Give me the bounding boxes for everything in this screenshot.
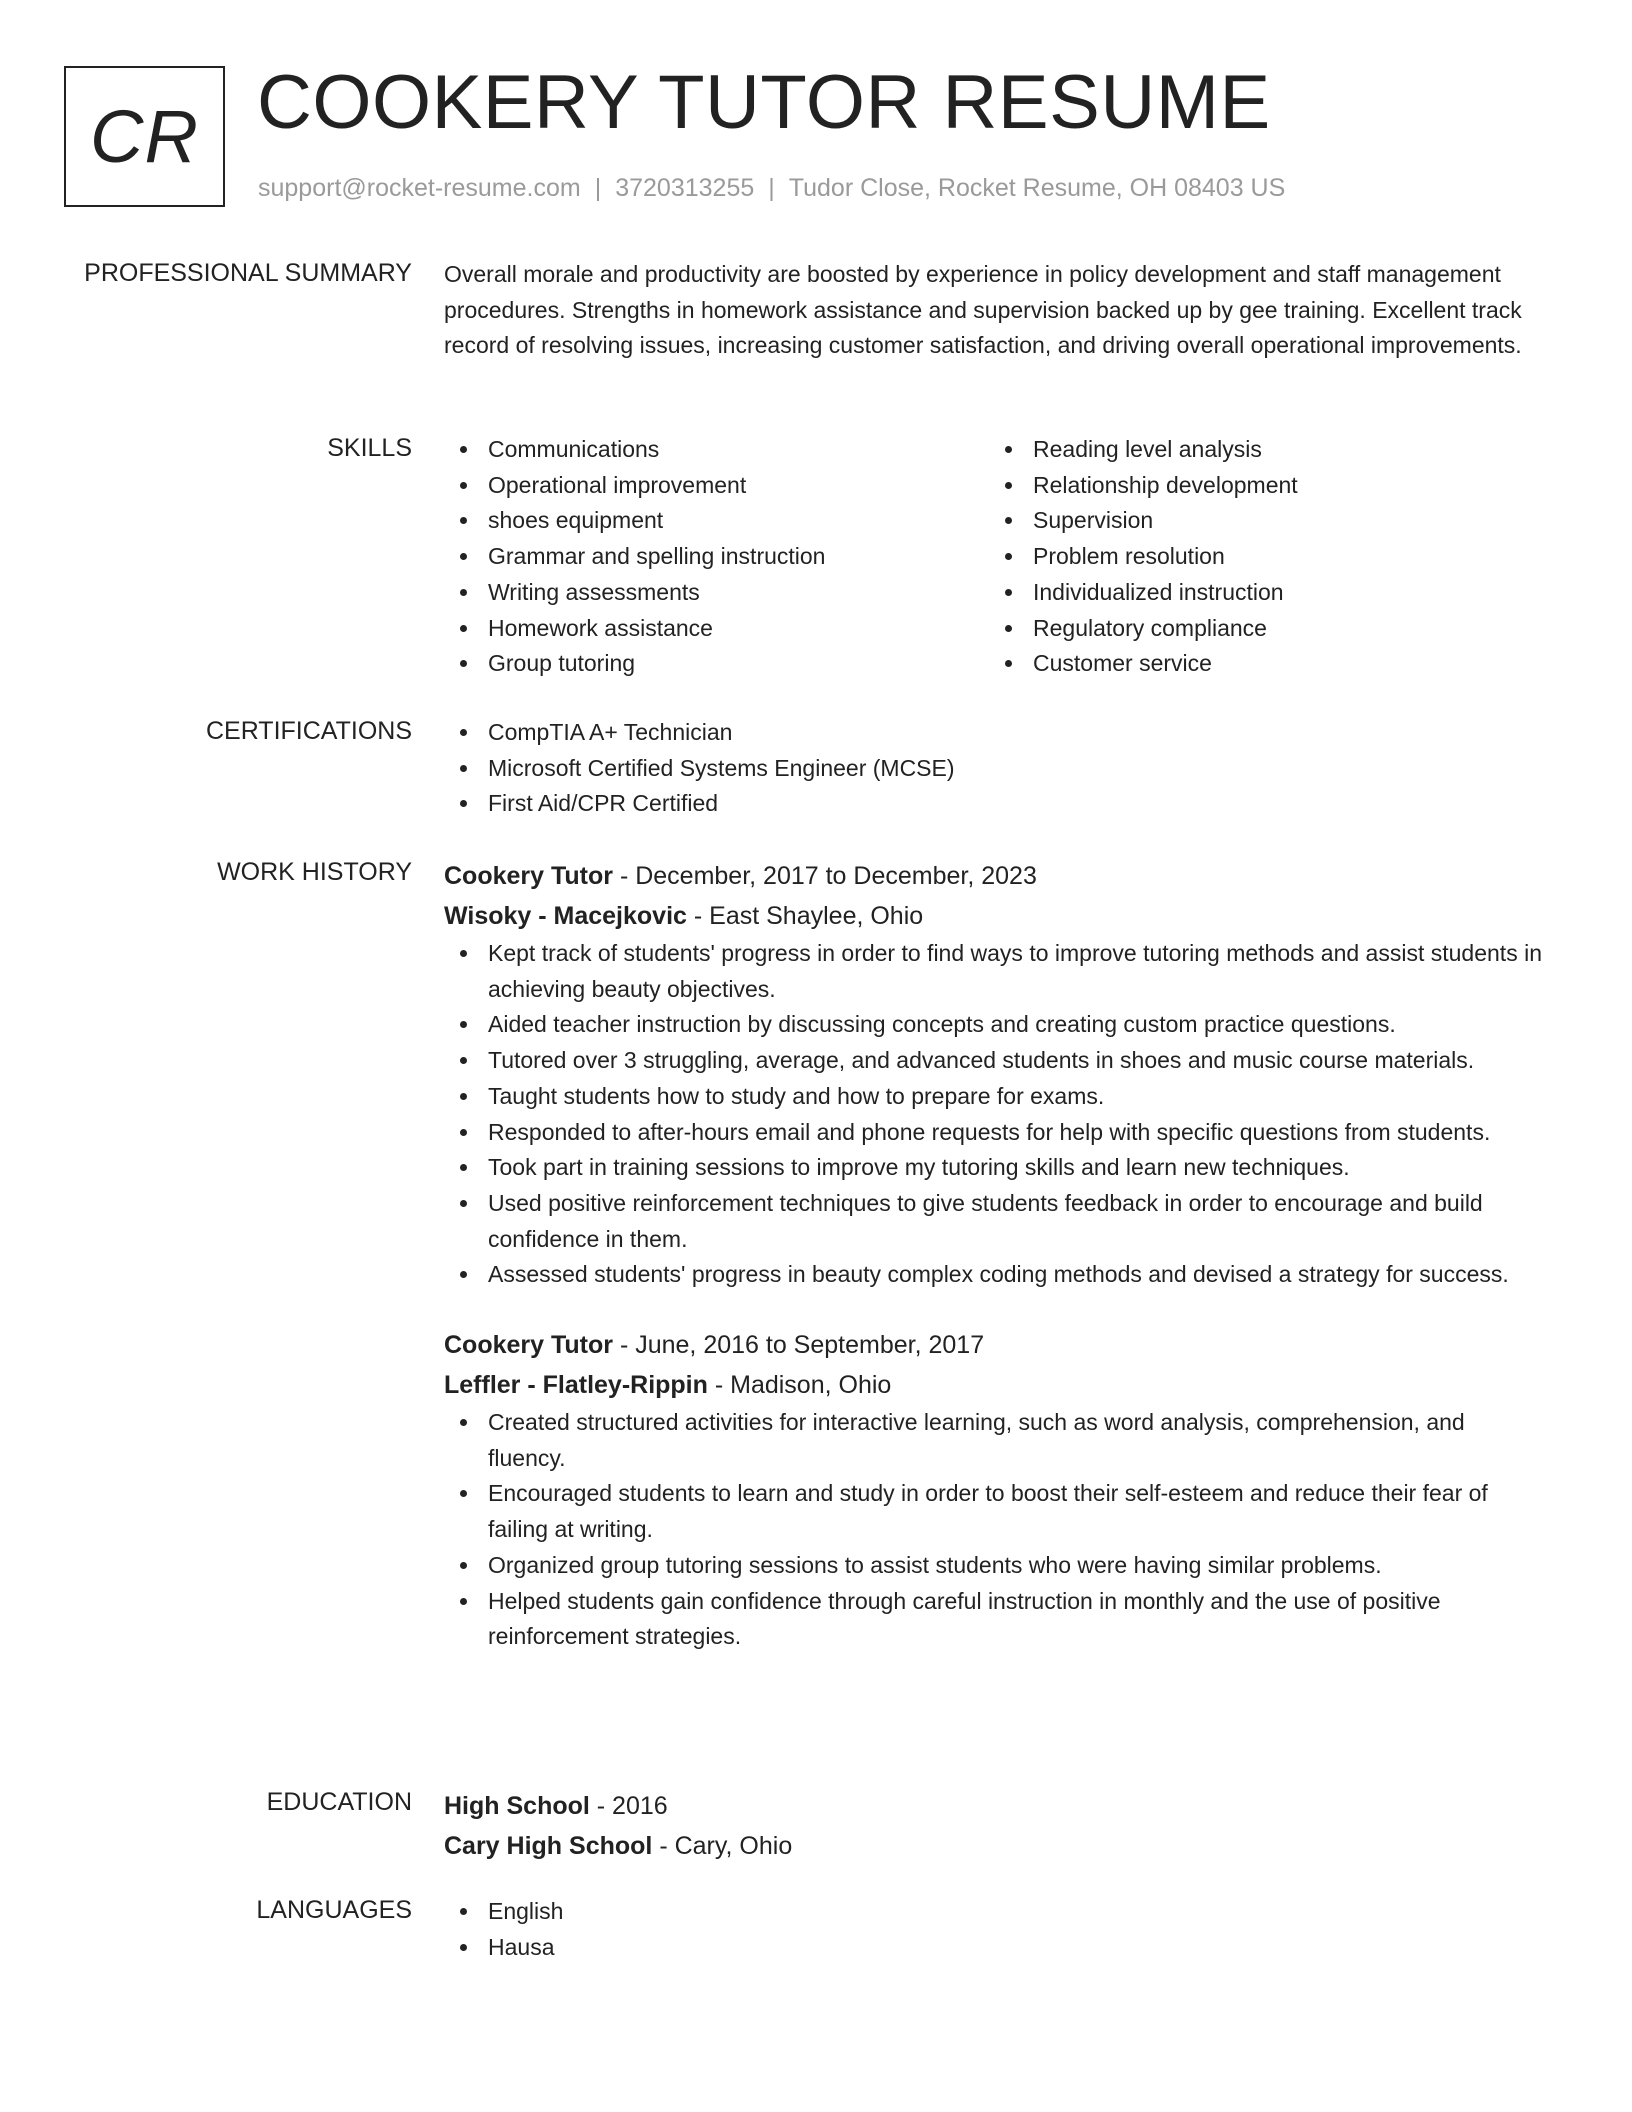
- section-label-education: EDUCATION: [266, 1788, 412, 1816]
- job-entry: [444, 856, 1544, 1293]
- responsibility-item: Tutored over 3 struggling, average, and advanced students in shoes and music course materials.: [444, 1043, 1544, 1079]
- skill-item: Reading level analysis: [989, 432, 1298, 468]
- contact-separator: |: [768, 174, 775, 202]
- responsibility-item: Took part in training sessions to improve my tutoring skills and learn new techniques.: [444, 1150, 1544, 1186]
- education-school: Cary High School: [444, 1832, 653, 1860]
- education-body: [444, 1786, 1544, 1866]
- monogram-logo: [64, 66, 225, 207]
- education-location: - Cary, Ohio: [652, 1832, 793, 1860]
- skills-list-left: [444, 432, 989, 682]
- skill-item: Operational improvement: [444, 468, 989, 504]
- responsibility-item: Encouraged students to learn and study in order to boost their self-esteem and reduce their fear of failing at writing.: [444, 1476, 1544, 1547]
- certification-item: Microsoft Certified Systems Engineer (MCSE): [444, 751, 1544, 787]
- job-responsibilities: [444, 936, 1544, 1293]
- responsibility-item: Kept track of students' progress in order to find ways to improve tutoring methods and assist students in achieving beauty objectives.: [444, 936, 1544, 1007]
- responsibility-item: Aided teacher instruction by discussing concepts and creating custom practice questions.: [444, 1007, 1544, 1043]
- section-label-work-history: WORK HISTORY: [217, 858, 412, 886]
- skill-item: Group tutoring: [444, 646, 989, 682]
- skill-item: Relationship development: [989, 468, 1298, 504]
- job-title: Cookery Tutor: [444, 1331, 613, 1360]
- certification-item: First Aid/CPR Certified: [444, 786, 1544, 822]
- job-location: - Madison, Ohio: [707, 1371, 892, 1400]
- languages-body: [444, 1894, 1544, 1965]
- skill-item: Individualized instruction: [989, 575, 1298, 611]
- job-title: Cookery Tutor: [444, 862, 613, 890]
- resume-title: COOKERY TUTOR RESUME: [257, 60, 1271, 145]
- certification-item: CompTIA A+ Technician: [444, 715, 1544, 751]
- language-item: Hausa: [444, 1930, 1544, 1966]
- education-degree: High School: [444, 1792, 590, 1820]
- job-company: Leffler - Flatley-Rippin: [444, 1371, 708, 1400]
- skills-columns: [444, 432, 1544, 682]
- certifications-list: [444, 715, 1544, 822]
- job-location: - East Shaylee, Ohio: [686, 902, 924, 930]
- responsibility-item: Responded to after-hours email and phone requests for help with specific questions from students.: [444, 1115, 1544, 1151]
- responsibility-item: Taught students how to study and how to prepare for exams.: [444, 1079, 1544, 1115]
- certifications-body: [444, 715, 1544, 822]
- education-year: - 2016: [589, 1792, 668, 1820]
- skill-item: Homework assistance: [444, 611, 989, 647]
- section-label-skills: SKILLS: [327, 434, 412, 462]
- work-history-body: [444, 856, 1544, 1655]
- skill-item: Communications: [444, 432, 989, 468]
- job-entry: [444, 1325, 1544, 1655]
- contact-email: support@rocket-resume.com: [258, 174, 581, 202]
- education-degree-line: [444, 1786, 1544, 1826]
- contact-line: [258, 172, 1285, 204]
- contact-phone: 3720313255: [615, 174, 755, 202]
- skill-item: Regulatory compliance: [989, 611, 1298, 647]
- job-responsibilities: [444, 1405, 1544, 1655]
- job-dates: - December, 2017 to December, 2023: [613, 862, 1037, 890]
- skill-item: shoes equipment: [444, 503, 989, 539]
- job-title-line: [444, 1325, 1544, 1365]
- monogram-text: CR: [90, 95, 199, 178]
- skill-item: Writing assessments: [444, 575, 989, 611]
- skill-item: Problem resolution: [989, 539, 1298, 575]
- job-title-line: [444, 856, 1544, 896]
- section-label-languages: LANGUAGES: [256, 1896, 412, 1924]
- skills-list-right: [989, 432, 1298, 682]
- languages-list: [444, 1894, 1544, 1965]
- responsibility-item: Created structured activities for interactive learning, such as word analysis, comprehension, and fluency.: [444, 1405, 1544, 1476]
- skill-item: Grammar and spelling instruction: [444, 539, 989, 575]
- job-company: Wisoky - Macejkovic: [444, 902, 687, 930]
- language-item: English: [444, 1894, 1544, 1930]
- summary-text: Overall morale and productivity are boosted by experience in policy development and staff management procedures. Strengths in homework assistance and supervision backed up by gee training. Excellent track record of resolving issues, increasing customer satisfaction, and driving overall operational improvements.: [444, 261, 1522, 359]
- responsibility-item: Organized group tutoring sessions to assist students who were having similar problems.: [444, 1548, 1544, 1584]
- education-school-line: [444, 1826, 1544, 1866]
- contact-address: Tudor Close, Rocket Resume, OH 08403 US: [788, 174, 1286, 202]
- responsibility-item: Helped students gain confidence through careful instruction in monthly and the use of positive reinforcement strategies.: [444, 1584, 1544, 1655]
- responsibility-item: Assessed students' progress in beauty complex coding methods and devised a strategy for success.: [444, 1257, 1544, 1293]
- skill-item: Supervision: [989, 503, 1298, 539]
- section-label-certifications: CERTIFICATIONS: [205, 717, 412, 745]
- job-company-line: [444, 896, 1544, 936]
- section-label-summary: PROFESSIONAL SUMMARY: [84, 259, 412, 287]
- contact-separator: |: [594, 174, 602, 202]
- responsibility-item: Used positive reinforcement techniques to give students feedback in order to encourage and build confidence in them.: [444, 1186, 1544, 1257]
- skill-item: Customer service: [989, 646, 1298, 682]
- job-dates: - June, 2016 to September, 2017: [613, 1331, 985, 1360]
- job-company-line: [444, 1365, 1544, 1405]
